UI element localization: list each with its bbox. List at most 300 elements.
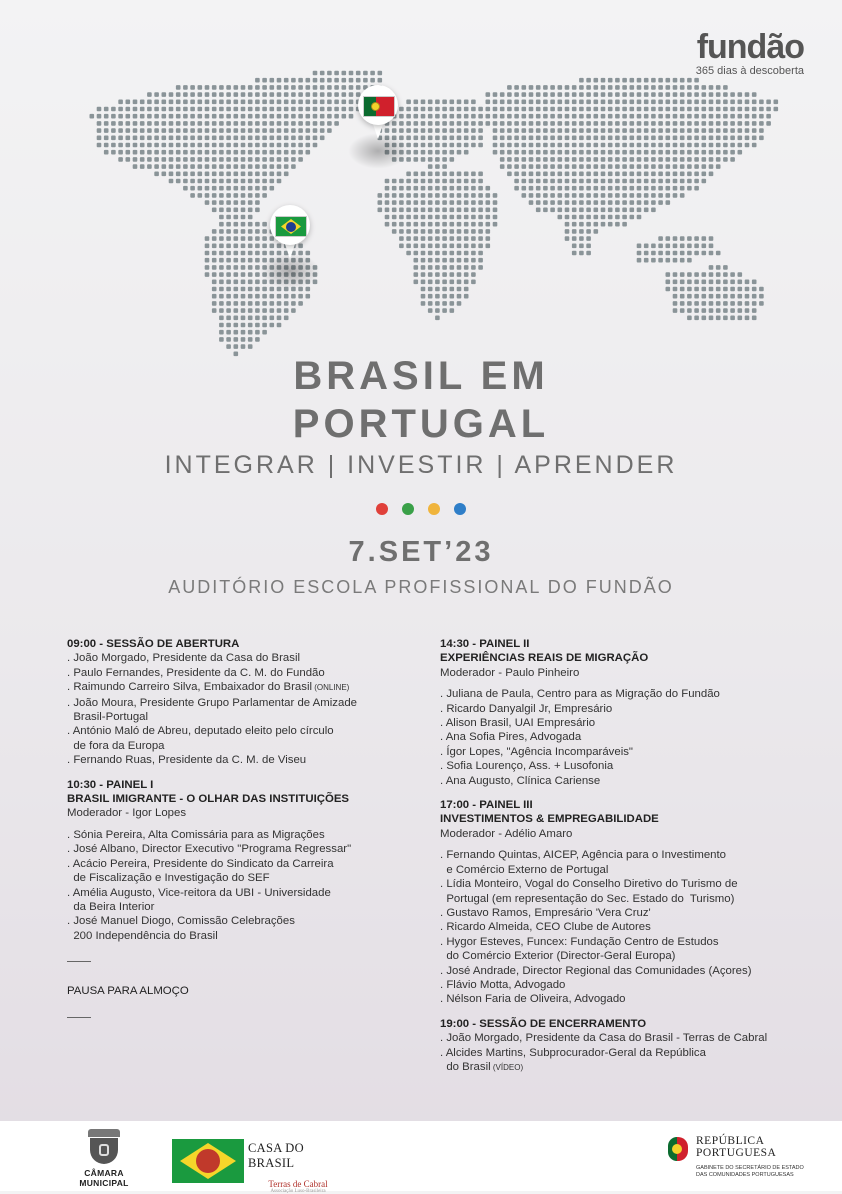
map-dot bbox=[248, 128, 253, 133]
map-dot bbox=[241, 229, 246, 234]
map-dot bbox=[406, 215, 411, 220]
map-dot bbox=[666, 114, 671, 119]
map-dot bbox=[226, 287, 231, 292]
map-dot bbox=[471, 222, 476, 227]
map-dot bbox=[709, 280, 714, 285]
map-dot bbox=[673, 287, 678, 292]
map-dot bbox=[262, 143, 267, 148]
map-dot bbox=[421, 301, 426, 306]
map-dot bbox=[745, 287, 750, 292]
map-dot bbox=[226, 308, 231, 313]
map-dot bbox=[550, 128, 555, 133]
map-dot bbox=[212, 179, 217, 184]
map-dot bbox=[205, 265, 210, 270]
map-dot bbox=[723, 294, 728, 299]
map-dot bbox=[356, 71, 361, 76]
map-dot bbox=[270, 100, 275, 105]
map-dot bbox=[716, 128, 721, 133]
map-dot bbox=[716, 316, 721, 321]
map-dot bbox=[262, 157, 267, 162]
map-dot bbox=[104, 107, 109, 112]
map-dot bbox=[414, 107, 419, 112]
map-dot bbox=[500, 128, 505, 133]
map-dot bbox=[738, 280, 743, 285]
map-dot bbox=[615, 143, 620, 148]
map-dot bbox=[248, 215, 253, 220]
map-dot bbox=[536, 128, 541, 133]
map-dot bbox=[205, 258, 210, 263]
map-dot bbox=[464, 287, 469, 292]
map-dot bbox=[414, 244, 419, 249]
map-dot bbox=[284, 150, 289, 155]
map-dot bbox=[226, 179, 231, 184]
map-dot bbox=[630, 186, 635, 191]
map-dot bbox=[306, 78, 311, 83]
map-dot bbox=[392, 208, 397, 213]
map-dot bbox=[687, 186, 692, 191]
map-dot bbox=[435, 150, 440, 155]
map-dot bbox=[205, 272, 210, 277]
speaker-line: . Juliana de Paula, Centro para as Migração do Fundão bbox=[440, 688, 720, 701]
map-dot bbox=[255, 121, 260, 126]
map-dot bbox=[349, 107, 354, 112]
map-dot bbox=[255, 128, 260, 133]
map-dot bbox=[543, 208, 548, 213]
map-dot bbox=[658, 143, 663, 148]
map-dot bbox=[428, 186, 433, 191]
map-dot bbox=[284, 308, 289, 313]
map-dot bbox=[406, 193, 411, 198]
map-dot bbox=[248, 208, 253, 213]
map-dot bbox=[543, 114, 548, 119]
map-dot bbox=[601, 121, 606, 126]
map-dot bbox=[313, 71, 318, 76]
color-dot bbox=[376, 503, 388, 515]
map-dot bbox=[673, 294, 678, 299]
map-dot bbox=[212, 128, 217, 133]
map-dot bbox=[183, 150, 188, 155]
event-title-line-1: BRASIL EM bbox=[293, 354, 549, 398]
map-dot bbox=[97, 121, 102, 126]
map-dot bbox=[673, 179, 678, 184]
map-dot bbox=[651, 193, 656, 198]
map-dot bbox=[608, 121, 613, 126]
map-dot bbox=[248, 294, 253, 299]
map-dot bbox=[457, 215, 462, 220]
map-dot bbox=[529, 114, 534, 119]
map-dot bbox=[471, 143, 476, 148]
map-dot bbox=[183, 128, 188, 133]
map-dot bbox=[450, 258, 455, 263]
map-dot bbox=[622, 128, 627, 133]
map-dot bbox=[313, 100, 318, 105]
map-dot bbox=[759, 107, 764, 112]
speaker-line: e Comércio Externo de Portugal bbox=[440, 863, 609, 876]
map-dot bbox=[154, 172, 159, 177]
map-dot bbox=[262, 316, 267, 321]
map-dot bbox=[558, 121, 563, 126]
map-dot bbox=[522, 172, 527, 177]
map-dot bbox=[637, 193, 642, 198]
map-dot bbox=[601, 78, 606, 83]
map-dot bbox=[442, 172, 447, 177]
map-dot bbox=[529, 85, 534, 90]
map-dot bbox=[680, 121, 685, 126]
map-dot bbox=[226, 330, 231, 335]
map-dot bbox=[759, 114, 764, 119]
map-dot bbox=[478, 251, 483, 256]
map-dot bbox=[320, 71, 325, 76]
event-title bbox=[0, 352, 842, 448]
map-dot bbox=[658, 244, 663, 249]
map-dot bbox=[702, 92, 707, 97]
map-dot bbox=[118, 100, 123, 105]
map-dot bbox=[709, 150, 714, 155]
map-dot bbox=[140, 114, 145, 119]
map-dot bbox=[522, 107, 527, 112]
map-dot bbox=[392, 215, 397, 220]
map-dot bbox=[673, 258, 678, 263]
map-dot bbox=[572, 157, 577, 162]
map-dot bbox=[147, 150, 152, 155]
session-heading: 17:00 - PAINEL III bbox=[440, 799, 533, 812]
map-dot bbox=[680, 143, 685, 148]
map-dot bbox=[111, 150, 116, 155]
map-dot bbox=[464, 179, 469, 184]
map-dot bbox=[486, 229, 491, 234]
map-dot bbox=[565, 114, 570, 119]
map-dot bbox=[183, 186, 188, 191]
map-dot bbox=[399, 186, 404, 191]
map-dot bbox=[702, 85, 707, 90]
map-dot bbox=[147, 92, 152, 97]
map-dot bbox=[759, 301, 764, 306]
map-dot bbox=[219, 85, 224, 90]
map-dot bbox=[154, 157, 159, 162]
map-dot bbox=[176, 100, 181, 105]
map-dot bbox=[147, 136, 152, 141]
map-dot bbox=[97, 128, 102, 133]
map-dot bbox=[522, 114, 527, 119]
map-dot bbox=[450, 150, 455, 155]
map-dot bbox=[529, 92, 534, 97]
map-dot bbox=[637, 258, 642, 263]
map-dot bbox=[262, 128, 267, 133]
map-dot bbox=[226, 323, 231, 328]
map-dot bbox=[248, 186, 253, 191]
map-dot bbox=[666, 287, 671, 292]
map-dot bbox=[248, 193, 253, 198]
map-dot bbox=[637, 150, 642, 155]
map-dot bbox=[248, 222, 253, 227]
map-dot bbox=[320, 121, 325, 126]
map-dot bbox=[644, 150, 649, 155]
map-dot bbox=[169, 114, 174, 119]
map-dot bbox=[205, 128, 210, 133]
map-dot bbox=[450, 186, 455, 191]
map-dot bbox=[694, 236, 699, 241]
map-dot bbox=[594, 100, 599, 105]
map-dot bbox=[270, 157, 275, 162]
map-dot bbox=[385, 208, 390, 213]
map-dot bbox=[615, 107, 620, 112]
speaker-line: Portugal (em representação do Sec. Estado do Turismo) bbox=[440, 892, 735, 905]
map-dot bbox=[241, 172, 246, 177]
map-dot bbox=[385, 186, 390, 191]
map-dot bbox=[471, 186, 476, 191]
map-dot bbox=[666, 280, 671, 285]
map-dot bbox=[154, 107, 159, 112]
map-dot bbox=[622, 100, 627, 105]
map-dot bbox=[421, 215, 426, 220]
map-dot bbox=[104, 150, 109, 155]
casa-do-brasil-title: CASA DO BRASIL bbox=[248, 1141, 304, 1170]
map-dot bbox=[334, 78, 339, 83]
map-dot bbox=[457, 200, 462, 205]
map-dot bbox=[183, 85, 188, 90]
map-dot bbox=[234, 208, 239, 213]
map-dot bbox=[255, 287, 260, 292]
map-dot bbox=[500, 143, 505, 148]
map-dot bbox=[464, 100, 469, 105]
map-dot bbox=[255, 251, 260, 256]
map-dot bbox=[630, 143, 635, 148]
map-dot bbox=[565, 179, 570, 184]
map-dot bbox=[212, 100, 217, 105]
map-dot bbox=[248, 107, 253, 112]
map-dot bbox=[277, 107, 282, 112]
map-dot bbox=[385, 200, 390, 205]
map-dot bbox=[493, 100, 498, 105]
map-dot bbox=[666, 179, 671, 184]
map-dot bbox=[464, 208, 469, 213]
map-dot bbox=[615, 208, 620, 213]
map-dot bbox=[478, 186, 483, 191]
map-dot bbox=[428, 143, 433, 148]
map-dot bbox=[241, 330, 246, 335]
map-dot bbox=[255, 114, 260, 119]
map-dot bbox=[658, 157, 663, 162]
map-dot bbox=[716, 251, 721, 256]
map-dot bbox=[248, 244, 253, 249]
map-dot bbox=[702, 316, 707, 321]
speaker-line: . Lídia Monteiro, Vogal do Conselho Diretivo do Turismo de bbox=[440, 878, 738, 891]
map-dot bbox=[198, 186, 203, 191]
map-dot bbox=[291, 294, 296, 299]
map-dot bbox=[709, 294, 714, 299]
color-dot bbox=[454, 503, 466, 515]
map-dot bbox=[212, 251, 217, 256]
map-dot bbox=[291, 301, 296, 306]
map-dot bbox=[622, 150, 627, 155]
map-dot bbox=[205, 200, 210, 205]
map-dot bbox=[421, 272, 426, 277]
map-dot bbox=[219, 157, 224, 162]
map-dot bbox=[147, 157, 152, 162]
map-dot bbox=[680, 179, 685, 184]
map-dot bbox=[478, 208, 483, 213]
map-dot bbox=[140, 143, 145, 148]
map-dot bbox=[687, 121, 692, 126]
map-dot bbox=[234, 258, 239, 263]
map-dot bbox=[579, 136, 584, 141]
map-dot bbox=[550, 107, 555, 112]
map-dot bbox=[234, 85, 239, 90]
map-dot bbox=[133, 107, 138, 112]
map-dot bbox=[421, 258, 426, 263]
map-dot bbox=[241, 215, 246, 220]
map-dot bbox=[255, 265, 260, 270]
map-dot bbox=[637, 164, 642, 169]
map-dot bbox=[651, 143, 656, 148]
map-dot bbox=[298, 78, 303, 83]
map-dot bbox=[630, 92, 635, 97]
map-dot bbox=[219, 294, 224, 299]
map-dot bbox=[673, 186, 678, 191]
map-dot bbox=[594, 229, 599, 234]
map-dot bbox=[176, 92, 181, 97]
map-dot bbox=[471, 100, 476, 105]
map-dot bbox=[601, 200, 606, 205]
map-dot bbox=[248, 114, 253, 119]
map-dot bbox=[176, 157, 181, 162]
map-dot bbox=[212, 200, 217, 205]
map-dot bbox=[579, 193, 584, 198]
map-dot bbox=[104, 128, 109, 133]
map-dot bbox=[673, 172, 678, 177]
map-dot bbox=[500, 157, 505, 162]
speaker-line: . Amélia Augusto, Vice-reitora da UBI - Universidade bbox=[67, 886, 331, 899]
map-dot bbox=[486, 193, 491, 198]
map-dot bbox=[241, 157, 246, 162]
map-dot bbox=[464, 294, 469, 299]
program-left-column bbox=[67, 637, 417, 1040]
map-dot bbox=[709, 85, 714, 90]
map-dot bbox=[255, 136, 260, 141]
map-dot bbox=[385, 193, 390, 198]
map-dot bbox=[637, 92, 642, 97]
map-dot bbox=[205, 107, 210, 112]
map-dot bbox=[205, 150, 210, 155]
map-dot bbox=[514, 172, 519, 177]
map-dot bbox=[270, 121, 275, 126]
map-dot bbox=[399, 229, 404, 234]
map-dot bbox=[298, 136, 303, 141]
map-dot bbox=[356, 78, 361, 83]
map-dot bbox=[615, 200, 620, 205]
map-dot bbox=[651, 251, 656, 256]
map-dot bbox=[457, 258, 462, 263]
map-dot bbox=[428, 128, 433, 133]
map-dot bbox=[637, 251, 642, 256]
map-dot bbox=[442, 265, 447, 270]
map-dot bbox=[241, 337, 246, 342]
map-dot bbox=[651, 164, 656, 169]
map-dot bbox=[730, 100, 735, 105]
map-dot bbox=[478, 229, 483, 234]
map-dot bbox=[586, 164, 591, 169]
map-dot bbox=[558, 172, 563, 177]
map-dot bbox=[644, 92, 649, 97]
map-dot bbox=[226, 128, 231, 133]
map-dot bbox=[622, 193, 627, 198]
map-dot bbox=[493, 208, 498, 213]
map-dot bbox=[262, 179, 267, 184]
map-dot bbox=[435, 236, 440, 241]
map-dot bbox=[183, 136, 188, 141]
map-dot bbox=[406, 200, 411, 205]
map-dot bbox=[226, 301, 231, 306]
map-dot bbox=[514, 136, 519, 141]
map-dot bbox=[601, 92, 606, 97]
map-dot bbox=[471, 236, 476, 241]
map-dot bbox=[608, 179, 613, 184]
map-dot bbox=[738, 308, 743, 313]
map-dot bbox=[579, 150, 584, 155]
map-dot bbox=[464, 251, 469, 256]
map-dot bbox=[219, 143, 224, 148]
map-dot bbox=[644, 208, 649, 213]
map-dot bbox=[291, 121, 296, 126]
map-dot bbox=[442, 308, 447, 313]
map-dot bbox=[637, 208, 642, 213]
map-dot bbox=[414, 193, 419, 198]
map-dot bbox=[572, 92, 577, 97]
map-dot bbox=[277, 100, 282, 105]
map-dot bbox=[298, 128, 303, 133]
speaker-line: . José Andrade, Director Regional das Comunidades (Açores) bbox=[440, 964, 752, 977]
map-dot bbox=[471, 121, 476, 126]
map-dot bbox=[558, 157, 563, 162]
map-dot bbox=[630, 85, 635, 90]
map-dot bbox=[709, 316, 714, 321]
map-dot bbox=[694, 186, 699, 191]
map-dot bbox=[572, 107, 577, 112]
map-dot bbox=[262, 100, 267, 105]
map-dot bbox=[680, 128, 685, 133]
map-dot bbox=[428, 301, 433, 306]
map-dot bbox=[442, 236, 447, 241]
map-dot bbox=[327, 85, 332, 90]
map-dot bbox=[277, 172, 282, 177]
map-dot bbox=[190, 128, 195, 133]
map-dot bbox=[262, 294, 267, 299]
map-dot bbox=[579, 236, 584, 241]
map-dot bbox=[658, 121, 663, 126]
map-dot bbox=[644, 128, 649, 133]
map-dot bbox=[730, 287, 735, 292]
map-dot bbox=[298, 294, 303, 299]
map-dot bbox=[198, 107, 203, 112]
map-dot bbox=[457, 251, 462, 256]
map-dot bbox=[702, 150, 707, 155]
map-dot bbox=[190, 150, 195, 155]
map-dot bbox=[586, 244, 591, 249]
map-dot bbox=[284, 85, 289, 90]
map-dot bbox=[205, 114, 210, 119]
map-dot bbox=[666, 186, 671, 191]
map-dot bbox=[270, 92, 275, 97]
map-dot bbox=[442, 121, 447, 126]
map-dot bbox=[558, 179, 563, 184]
map-dot bbox=[241, 280, 246, 285]
map-dot bbox=[284, 316, 289, 321]
map-dot bbox=[291, 114, 296, 119]
map-dot bbox=[565, 200, 570, 205]
map-dot bbox=[277, 85, 282, 90]
map-dot bbox=[507, 128, 512, 133]
map-dot bbox=[615, 172, 620, 177]
